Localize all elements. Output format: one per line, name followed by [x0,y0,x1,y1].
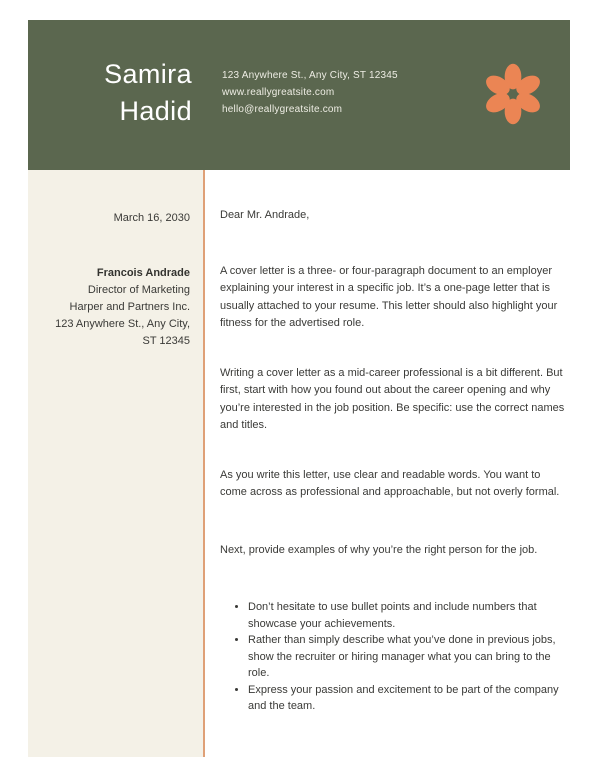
letter-bullet-item: • Express your passion and excitement to be part of the company and the team. [248,682,570,715]
recipient-block [38,265,190,350]
letter-greeting: Dear Mr. Andrade, [220,209,310,221]
recipient-name: Francois Andrade [96,267,190,279]
header-band [28,20,570,170]
sender-name [28,56,192,130]
letter-bullet-item: • Rather than simply describe what you’ve done in previous jobs, show the recruiter or hiring manager what you can bring to the role. [248,632,570,682]
letter-paragraph-4: Next, provide examples of why you’re the right person for the job. [220,543,538,556]
recipient-address-line2: ST 12345 [142,335,190,347]
letter-paragraph-2: Writing a cover letter as a mid-career professional is a bit different. But first, start with how you found out about the career opening and why you’re interested in the job position. Be specific: use the correct names and titles. [220,366,565,431]
header-contact [222,67,398,118]
recipient-title: Director of Marketing [87,284,190,296]
letter-paragraph-3: As you write this letter, use clear and readable words. You want to come across as professional and approachable, but not overly formal. [220,468,560,498]
recipient-address-line1: 123 Anywhere St., Any City, [55,318,190,330]
letter-body [220,207,570,715]
recipient-company: Harper and Partners Inc. [69,301,190,313]
sender-name-line1: Samira [104,59,192,89]
sidebar [28,170,203,757]
flower-asterisk-icon [482,63,544,125]
contact-address: 123 Anywhere St., Any City, ST 12345 [222,70,398,81]
letter-date: March 16, 2030 [113,212,190,224]
letter-bullet-list [220,599,570,715]
sender-name-line2: Hadid [119,96,192,126]
letter-bullet-item: • Don’t hesitate to use bullet points and include numbers that showcase your achievements. [248,599,570,632]
sidebar-divider [203,170,205,757]
letter-paragraph-1: A cover letter is a three- or four-paragraph document to an employer explaining your interest in a specific job. It’s a one-page letter that is usually attached to your resume. This letter should also highlight your fitness for the advertised role. [220,264,558,329]
contact-website: www.reallygreatsite.com [222,87,335,98]
contact-email: hello@reallygreatsite.com [222,104,343,115]
